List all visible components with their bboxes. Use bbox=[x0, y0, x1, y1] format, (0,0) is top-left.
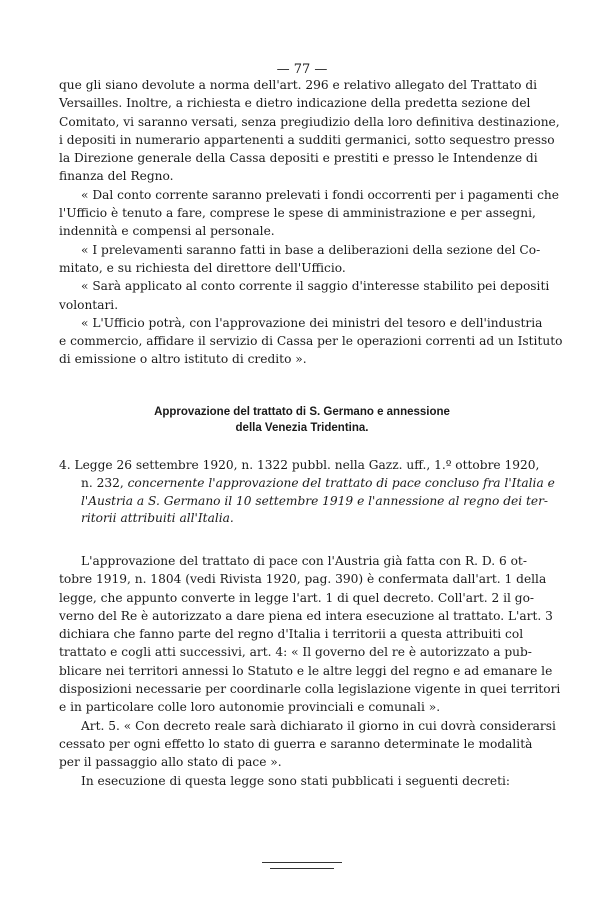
text-line: Comitato, vi saranno versati, senza pregiudizio della loro definitiva destinazione, bbox=[59, 114, 560, 129]
text-line: e commercio, affidare il servizio di Cassa per le operazioni correnti ad un Istituto bbox=[59, 334, 563, 349]
text-line: di emissione o altro istituto di credito ». bbox=[59, 352, 307, 367]
intro-paragraph bbox=[59, 76, 563, 369]
text-line: volontari. bbox=[59, 297, 119, 312]
text-line: mitato, e su richiesta del direttore dell'Ufficio. bbox=[59, 260, 346, 275]
text-line: trattato e cogli atti successivi, art. 4: « Il governo del re è autorizzato a pub- bbox=[59, 645, 532, 660]
text-line: i depositi in numerario appartenenti a sudditi germanici, sotto sequestro presso bbox=[59, 132, 555, 147]
text-line: que gli siano devolute a norma dell'art. 296 e relativo allegato del Trattato di bbox=[59, 78, 538, 92]
text-line: l'Ufficio è tenuto a fare, comprese le spese di amministrazione e per assegni, bbox=[59, 206, 536, 221]
text-line: tobre 1919, n. 1804 (vedi Rivista 1920, pag. 390) è confermata dall'art. 1 della bbox=[59, 572, 547, 587]
law-title: ritorii attribuiti all'Italia. bbox=[81, 511, 234, 526]
text-line: indennità e compensi al personale. bbox=[59, 224, 275, 239]
law-citation bbox=[59, 457, 555, 528]
text-line: legge, che appunto converte in legge l'art. 1 di quel decreto. Coll'art. 2 il go- bbox=[59, 590, 535, 605]
text-line: finanza del Regno. bbox=[59, 169, 174, 184]
law-line bbox=[59, 510, 479, 528]
text-line: « Dal conto corrente saranno prelevati i fondi occorrenti per i pagamenti che bbox=[81, 187, 559, 202]
text-line: dichiara che fanno parte del regno d'Italia i territorii a questa attribuiti col bbox=[59, 627, 524, 642]
text-line: In esecuzione di questa legge sono stati pubblicati i seguenti decreti: bbox=[81, 773, 510, 788]
text-line: la Direzione generale della Cassa depositi e prestiti e presso le Intendenze di bbox=[59, 151, 538, 166]
section-title bbox=[0, 404, 604, 436]
text-line: per il passaggio allo stato di pace ». bbox=[59, 755, 282, 770]
text-line: disposizioni necessarie per coordinarle colla legislazione vigente in quei territori bbox=[59, 682, 561, 697]
text-line: L'approvazione del trattato di pace con l'Austria già fatta con R. D. 6 ot- bbox=[81, 554, 527, 568]
law-line bbox=[59, 475, 555, 493]
law-number: n. 232, bbox=[81, 475, 128, 490]
text-line: « I prelevamenti saranno fatti in base a deliberazioni della sezione del Co- bbox=[81, 242, 541, 257]
law-title: concernente l'approvazione del trattato di pace concluso fra l'Italia e bbox=[127, 475, 555, 490]
body-text bbox=[59, 552, 561, 790]
text-line: Versailles. Inoltre, a richiesta e dietro indicazione della predetta sezione del bbox=[59, 96, 531, 111]
footer-rule bbox=[270, 868, 334, 869]
text-line: verno del Re è autorizzato a dare piena ed intera esecuzione al trattato. L'art. 3 bbox=[59, 608, 553, 623]
text-line: cessato per ogni effetto lo stato di guerra e saranno determinate le modalità bbox=[59, 736, 533, 751]
text-line: « L'Ufficio potrà, con l'approvazione dei ministri del tesoro e dell'industria bbox=[81, 315, 543, 330]
law-line: 4. Legge 26 settembre 1920, n. 1322 pubbl. nella Gazz. uff., 1.º ottobre 1920, bbox=[59, 458, 540, 472]
section-title-line1: Approvazione del trattato di S. Germano e annessione bbox=[154, 406, 450, 418]
section-title-line2: della Venezia Tridentina. bbox=[235, 422, 369, 434]
text-line: Art. 5. « Con decreto reale sarà dichiarato il giorno in cui dovrà considerarsi bbox=[81, 718, 556, 733]
text-line: blicare nei territori annessi lo Statuto e le altre leggi del regno e ad emanare le bbox=[59, 663, 553, 678]
text-line: « Sarà applicato al conto corrente il saggio d'interesse stabilito pei depositi bbox=[81, 279, 550, 294]
page-number: — 77 — bbox=[276, 62, 328, 77]
text-line: e in particolare colle loro autonomie provinciali e comunali ». bbox=[59, 700, 441, 715]
law-title: l'Austria a S. Germano il 10 settembre 1919 e l'annessione al regno dei ter- bbox=[81, 493, 549, 508]
footer-rule bbox=[262, 862, 342, 863]
law-line bbox=[59, 493, 549, 511]
